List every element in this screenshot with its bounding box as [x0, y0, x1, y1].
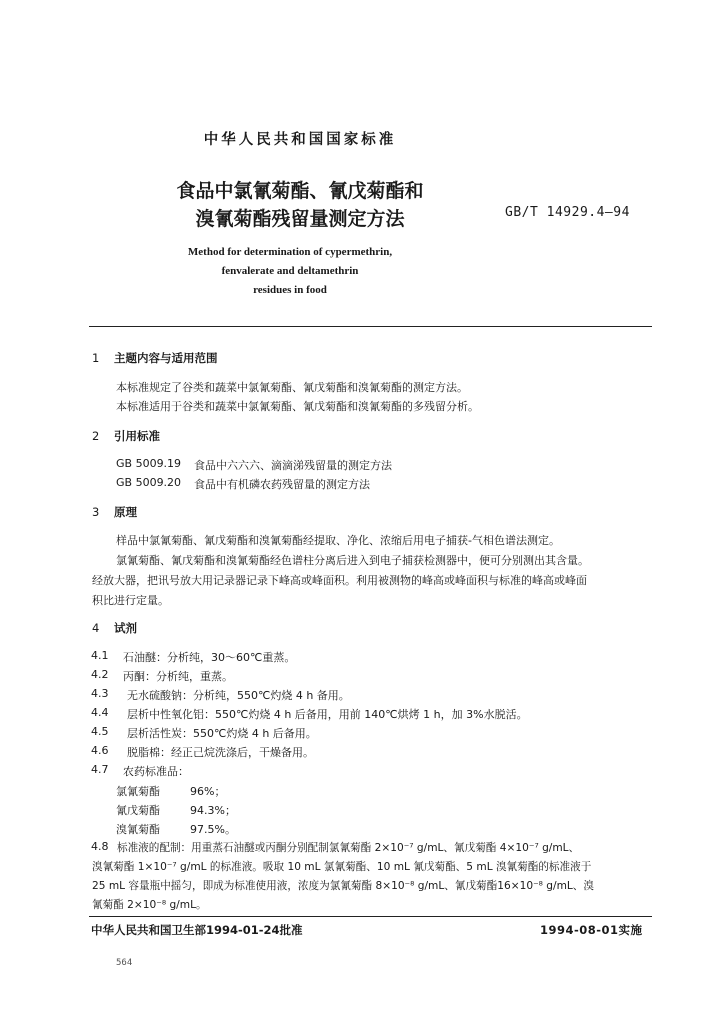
reagent-item-number: 4.5 [91, 725, 109, 738]
national-standard-heading: 中华人民共和国国家标准 [203, 132, 397, 148]
section4-title: 试剂 [114, 621, 137, 635]
reagent-item-number: 4.2 [91, 668, 109, 681]
reagent-item-number: 4.7 [91, 763, 109, 776]
standard-solution-line4: 氰菊酯 2×10⁻⁸ g/mL。 [92, 899, 207, 911]
reagent-item-text: 农药标准品： [123, 765, 189, 778]
section1-title: 主题内容与适用范围 [114, 351, 218, 365]
header-divider [89, 326, 652, 327]
english-title-line2: fenvalerate and deltamethrin [221, 265, 359, 277]
page-number: 564 [116, 958, 133, 968]
section4-heading [92, 620, 137, 636]
section3-paragraph2-line1: 氯氰菊酯、氰戊菊酯和溴氰菊酯经色谱柱分离后进入到电子捕获检测器中，便可分别测出其含量。 [116, 554, 589, 567]
section3-paragraph1: 样品中氯氰菊酯、氰戊菊酯和溴氰菊酯经提取、净化、浓缩后用电子捕获-气相色谱法测定。 [116, 534, 560, 547]
reference-code-1: GB 5009.19 [116, 457, 182, 470]
implementation-date: 1994-08-01实施 [540, 923, 643, 937]
standard-code: GB/T 14929.4—94 [505, 205, 630, 220]
standard-name: 氰戊菊酯 [116, 804, 160, 817]
standard-purity: 96%； [190, 785, 226, 798]
section2-number: 2 [92, 429, 100, 443]
section1-paragraph1: 本标准规定了谷类和蔬菜中氯氰菊酯、氰戊菊酯和溴氰菊酯的测定方法。 [116, 381, 468, 394]
standard-solution-line3: 25 mL 容量瓶中摇匀，即成为标准使用液，浓度为氯氰菊酯 8×10⁻⁸ g/mL、氰戊菊酯16×10⁻⁸ g/mL、溴 [92, 880, 594, 892]
reference-text-1: 食品中六六六、滴滴涕残留量的测定方法 [194, 459, 392, 472]
standard-purity: 97.5%。 [190, 823, 236, 836]
english-title-line1: Method for determination of cypermethrin, [187, 246, 393, 258]
reagent-item-number: 4.1 [91, 649, 109, 662]
reagent-item-number: 4.8 [91, 840, 109, 853]
standard-name: 氯氰菊酯 [116, 785, 160, 798]
section4-number: 4 [92, 621, 100, 635]
reagent-item-text: 丙酮：分析纯，重蒸。 [123, 670, 233, 683]
section3-title: 原理 [114, 505, 137, 519]
section3-number: 3 [92, 505, 100, 519]
standard-solution-line2: 溴氰菊酯 1×10⁻⁷ g/mL 的标准液。吸取 10 mL 氯氰菊酯、10 mL 氰戊菊酯、5 mL 溴氰菊酯的标准液于 [92, 861, 592, 873]
section3-paragraph2-line3: 积比进行定量。 [92, 594, 169, 607]
standard-purity: 94.3%； [190, 804, 236, 817]
section1-heading [92, 350, 218, 366]
reagent-item-number: 4.4 [91, 706, 109, 719]
standard-name: 溴氰菊酯 [116, 823, 160, 836]
english-title-line3: residues in food [253, 284, 327, 296]
reference-code-2: GB 5009.20 [116, 476, 182, 489]
approval-date: 中华人民共和国卫生部1994-01-24批准 [91, 923, 303, 937]
standard-solution-line1: 标准液的配制：用重蒸石油醚或丙酮分别配制氯氰菊酯 2×10⁻⁷ g/mL、氰戊菊酯 4×10⁻⁷ g/mL、 [117, 842, 580, 854]
document-title-line1: 食品中氯氰菊酯、氰戊菊酯和 [176, 180, 424, 202]
section3-paragraph2-line2: 经放大器，把讯号放大用记录器记录下峰高或峰面积。利用被测物的峰高或峰面积与标准的峰高或峰面 [92, 574, 587, 587]
section2-heading [92, 428, 160, 444]
document-title-line2: 溴氰菊酯残留量测定方法 [195, 208, 405, 230]
section3-heading [92, 504, 137, 520]
section1-paragraph2: 本标准适用于谷类和蔬菜中氯氰菊酯、氰戊菊酯和溴氰菊酯的多残留分析。 [116, 400, 479, 413]
reagent-item-number: 4.6 [91, 744, 109, 757]
reagent-item-text: 无水硫酸钠：分析纯，550℃灼烧 4 h 备用。 [127, 689, 350, 702]
reagent-item-text: 脱脂棉：经正己烷洗涤后，干燥备用。 [127, 746, 314, 759]
reagent-item-number: 4.3 [91, 687, 109, 700]
footer-divider [89, 916, 652, 917]
reagent-item-text: 层析中性氧化铝：550℃灼烧 4 h 后备用，用前 140℃烘烤 1 h，加 3%水脱活。 [127, 708, 528, 721]
section1-number: 1 [92, 351, 100, 365]
reagent-item-text: 层析活性炭：550℃灼烧 4 h 后备用。 [127, 727, 317, 740]
reference-text-2: 食品中有机磷农药残留量的测定方法 [194, 478, 370, 491]
section2-title: 引用标准 [114, 429, 160, 443]
reagent-item-text: 石油醚：分析纯，30～60℃重蒸。 [123, 651, 296, 664]
